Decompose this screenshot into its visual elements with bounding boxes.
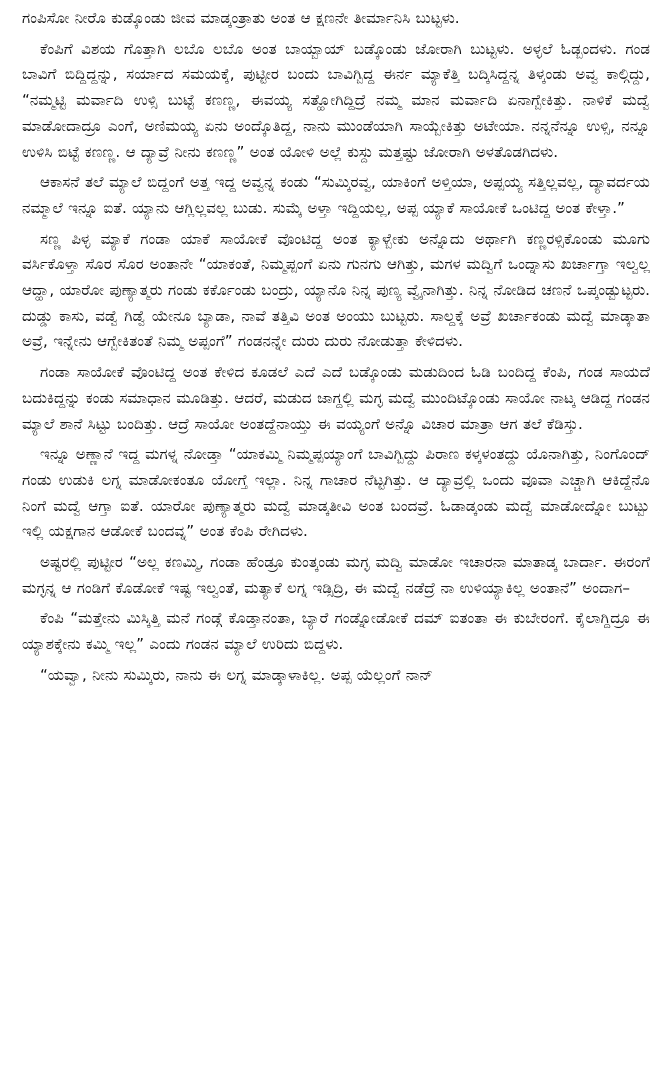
paragraph-4: ಸಣ್ಣ ಪಿಳ್ಳ ಮ್ಯಾಕೆ ಗಂಡಾ ಯಾಕೆ ಸಾಯೋಕೆ ವೊಂಟಿದ್ದ ಅಂತ ಕ್ಯಾಳ್ಬೇಕು ಅನ್ನೊದು ಅರ್ಥಾಗಿ ಕಣ್ಣರಳ್ಸಿಕೊಂಡು ಮೂಗು ವರ್ಸಿಕೊಳ್ತಾ ಸೊರ ಸೊರ ಅಂತಾನೇ “ಯಾಕಂತೆ, ನಿಮ್ಮಪ್ಪಂಗೆ ಏನು ಗುನಗು ಆಗಿತ್ತು, ಮಗಳ ಮದ್ವಿಗೆ ಒಂದ್ನಾಸು ಖರ್ಚಾಗ್ತಾ ಇಲ್ವಲ್ಲ ಆದ್ಹಾ, ಯಾರೋ ಪುಣ್ಯಾತ್ಮರು ಗಂಡು ಕರ್ಕೊಂಡು ಬಂದ್ರು, ಯ್ಯಾನೊ ನಿನ್ನ ಪುಣ್ಯ ವ್ವೈನಾಗಿತ್ತು. ನಿನ್ನ ನೋಡಿದ ಚಣನೆ ಒಪ್ಕಂಡ್ಬುಟ್ಟರು. ದುಡ್ಡು ಕಾಸು, ವಡ್ವೆ ಗಿಡ್ವೆ ಯೇನೂ ಬ್ಯಾಡಾ, ನಾವೆ ತತ್ತಿವಿ ಅಂತ ಅಂಯು ಬುಟ್ಟರು. ಸಾಲ್ದಕ್ಕೆ ಅವ್ರೆ ಖರ್ಚಾಕಂಡು ಮದ್ವೆ ಮಾಡ್ಕಾತಾ ಅವ್ರೆ, ಇನ್ನೇನು ಆಗ್ಬೇಕಿತಂತೆ ನಿಮ್ಮ ಅಪ್ಪಂಗೆ” ಗಂಡನನ್ನೇ ದುರು ದುರು ನೋಡುತ್ತಾ ಕೇಳಿದಳು. (22, 229, 650, 351)
paragraph-6: ಇನ್ನೂ ಅಣ್ಣಾನೆ ಇದ್ದ ಮಗಳ್ನ ನೋಡ್ತಾ “ಯಾಕಮ್ಮಿ ನಿಮ್ಮಪ್ಪಯ್ಯಾಂಗೆ ಬಾವಿಗ್ಬಿದ್ದು ಪಿರಾಣ ಕಳ್ಕಳಂತದ್ದು ಯೊನಾಗಿತ್ತು, ನಿಂಗೊಂದ್ ಗಂಡು ಉಡುಕಿ ಲಗ್ನ ಮಾಡೋಕಂತೂ ಯೋಗ್ತೆ ಇಲ್ಲಾ. ನಿನ್ನ ಗಾಚಾರ ನೆಟ್ಟಗಿತ್ತು. ಆ ದ್ಯಾವ್ರಲ್ಲಿ ಒಂದು ವೂವಾ ಎಚ್ಚಾಗಿ ಆಕಿದ್ದೆನೊ ನಿಂಗೆ ಮದ್ವೆ ಆಗ್ತಾ ಐತೆ. ಯಾರೋ ಪುಣ್ಯಾತ್ಮರು ಮದ್ವೆ ಮಾಡ್ಕತೀವಿ ಅಂತ ಬಂದವ್ರೆ. ಓಡಾಡ್ಕಂಡು ಮದ್ವೆ ಮಾಡೋದ್ನೋ ಬುಟ್ಬು ಇಲ್ಲಿ ಯಕ್ಷಗಾನ ಆಡೋಕೆ ಬಂದವ್ನ” ಅಂತ ಕೆಂಪಿ ರೇಗಿದಳು. (22, 445, 650, 541)
paragraph-7: ಅಷ್ಟರಲ್ಲಿ ಪುಟ್ಟೀರ “ಅಲ್ಲ ಕಣಮ್ಮಿ, ಗಂಡಾ ಹೆಂಡ್ರೂ ಕುಂತ್ಕಂಡು ಮಗ್ಳ ಮದ್ವಿ ಮಾಡೋ ಇಚಾರನಾ ಮಾತಾಡ್ಕ ಬಾರ್ದಾ. ಈರಂಗೆ ಮಗ್ಳನ್ನ ಆ ಗಂಡಿಗೆ ಕೊಡೋಕೆ ಇಷ್ಟ ಇಲ್ವಂತೆ, ಮತ್ಯಾಕೆ ಲಗ್ನ ಇಡ್ಸಿದ್ರಿ, ಈ ಮದ್ವೆ ನಡೆದ್ರೆ ನಾ ಉಳಿಯ್ಯಾಕಿಲ್ಲ ಅಂತಾನೆ” ಅಂದಾಗ– (22, 553, 650, 597)
paragraph-2: ಕೆಂಪಿಗೆ ವಿಶಯ ಗೊತ್ತಾಗಿ ಲಬೊ ಲಬೊ ಅಂತ ಬಾಯ್ಬಾಯ್ ಬಡ್ಕೊಂಡು ಜೋರಾಗಿ ಬುಟ್ಟಳು. ಅಳ್ಳಲೆ ಓಡ್ಬಂದಳು. ಗಂಡ ಬಾವಿಗೆ ಬಿದ್ದಿದ್ದನ್ನು, ಸರ್ಯಾದ ಸಮಯಕ್ಕೆ, ಪುಟ್ಟೀರ ಬಂದು ಬಾವಿಗ್ಬಿದ್ದ ಈರ್ನ ಮ್ಯಾಕೆತ್ತಿ ಬದ್ಕಿಸಿದ್ದನ್ನ ತಿಳ್ಕಂಡು ಅವ್ವ ಕಾಲ್ಗಿದ್ದು, “ನಮ್ಮಟ್ಟಿ ಮರ್ವಾದಿ ಉಳ್ಸಿ ಬುಟ್ಟೆ ಕಣಣ್ಣ, ಈವಯ್ಯ ಸತ್ಹೋಗಿದ್ದಿದ್ರೆ ನಮ್ಮ ಮಾನ ಮರ್ವಾದಿ ಏನಾಗ್ಬೇಕಿತ್ತು. ನಾಳಿಕೆ ಮದ್ವೆ ಮಾಡೋದಾದ್ರೂ ಎಂಗೆ, ಅಣಿಮಯ್ಯ ಏನು ಅಂದ್ಕೊತಿದ್ದ, ನಾನು ಮುಂಡೆಯಾಗಿ ಸಾಯ್ಬೇಕಿತ್ತು ಅಟೇಯಾ. ನನ್ನನೆನ್ನೂ ಉಳ್ಸಿ, ನನ್ನೂ ಉಳಿಸಿ ಬಿಟ್ಟೆ ಕಣಣ್ಣ. ಆ ದ್ಯಾವ್ರೆ ನೀನು ಕಣಣ್ಣ” ಅಂತ ಯೋಳಿ ಅಲ್ಲೆ ಕುಸ್ದು ಮತ್ತಷ್ಟು ಜೋರಾಗಿ ಅಳತೊಡಗಿದಳು. (22, 39, 650, 161)
paragraph-3: ಆಕಾಸನೆ ತಲೆ ಮ್ಯಾಲೆ ಬಿದ್ದಂಗೆ ಅತ್ತ ಇದ್ದ ಅವ್ವನ್ನ ಕಂಡು “ಸುಮ್ಕಿರವ್ವ, ಯಾಕಿಂಗೆ ಅಳ್ತಿಯಾ, ಅಪ್ಪಯ್ಯ ಸತ್ತಿಲ್ಲವಲ್ಲ, ದ್ಯಾವರ್ದಯ ನಮ್ಮಾಲೆ ಇನ್ನೂ ಐತೆ. ಯ್ಯಾನು ಆಗ್ಲಿಲ್ಲವಲ್ಲ ಬುಡು. ಸುಮ್ಕೆ ಅಳ್ತಾ ಇದ್ದಿಯಲ್ಲ, ಅಪ್ಪ ಯ್ಯಾಕೆ ಸಾಯೋಕೆ ಒಂಟಿದ್ದ ಅಂತ ಕೇಳ್ತಾ.” (22, 173, 650, 217)
paragraph-8: ಕೆಂಪಿ “ಮತ್ತೇನು ಮಿಸ್ಕಿತ್ತಿ ಮನೆ ಗಂಡ್ಗೆ ಕೊಡ್ತಾನಂತಾ, ಬ್ಯಾರೆ ಗಂಡ್ನೋಡೋಕೆ ದಮ್ ಐತಂತಾ ಈ ಕುಬೇರಂಗೆ. ಕೈಲಾಗ್ದಿದ್ರೂ ಈ ಯ್ಯಾಶಕ್ಕೇನು ಕಮ್ಮಿ ಇಲ್ಲ” ಎಂದು ಗಂಡನ ಮ್ಯಾಲೆ ಉರಿದು ಬಿದ್ದಳು. (22, 609, 650, 654)
paragraph-5: ಗಂಡಾ ಸಾಯೋಕೆ ವೊಂಟಿದ್ದ ಅಂತ ಕೇಳಿದ ಕೂಡಲೆ ಎದೆ ಎದೆ ಬಡ್ಕೊಂಡು ಮಡುದಿಂದ ಓಡಿ ಬಂದಿದ್ದ ಕೆಂಪಿ, ಗಂಡ ಸಾಯದೆ ಬದುಕಿದ್ದನ್ನು ಕಂಡು ಸಮಾಧಾನ ಮೂಡಿತ್ತು. ಆದರೆ, ಮಡುದ ಜಾಗ್ದಲ್ಲಿ ಮಗ್ಳ ಮದ್ವೆ ಮುಂದಿಟ್ಕೊಂಡು ಸಾಯೋ ನಾಟ್ಕ ಆಡಿದ್ದ ಗಂಡನ ಮ್ಯಾಲೆ ಶಾನೆ ಸಿಟ್ಟು ಬಂದಿತ್ತು. ಆದ್ರೆ ಸಾಯೋ ಅಂತದ್ದೆನಾಯ್ತು ಈ ವಯ್ಯಂಗೆ ಅನ್ನೊ ವಿಚಾರ ಮಾತ್ರಾ ಆಗ ತಲೆ ಕೆಡಿಸ್ತು. (22, 363, 650, 433)
story-text (22, 6, 650, 689)
paragraph-1: ಗಂಪಿಸೋ ನೀರೊ ಕುಡ್ಕೊಂಡು ಜೀವ ಮಾಡ್ಕಂತ್ರಾತು ಅಂತ ಆ ಕ್ಷಣನೇ ತೀರ್ಮಾನಿಸಿ ಬುಟ್ಟಳು. (22, 9, 460, 27)
paragraph-9: “ಯವ್ವಾ, ನೀನು ಸುಮ್ಕಿರು, ನಾನು ಈ ಲಗ್ನ ಮಾಡ್ಕಾಳಾಕಿಲ್ಲ. ಅಪ್ಪ ಯೆಲ್ಲಂಗೆ ನಾನ್ (40, 665, 433, 684)
